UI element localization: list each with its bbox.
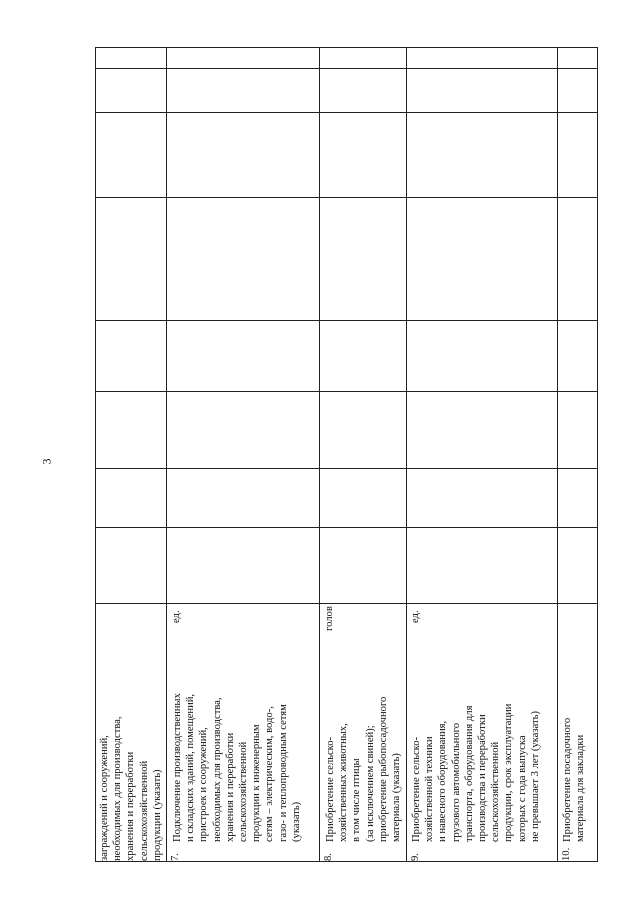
row-name: Приобретение посадочного материала для закладки [562, 717, 587, 842]
row-divider [406, 48, 407, 861]
column-divider [96, 68, 597, 69]
row-number: 9. [410, 853, 421, 861]
row-unit: ед. [171, 610, 182, 623]
row-name: Приобретение сельско- хозяйственных животных, в том числе птицы (за исключением свиней); приобретение рыбопосадочного материала (указать) [325, 696, 403, 842]
row-name: Приобретение сельско- хозяйственной техники и навесного оборудования, грузового автомобильного транспорта, оборудования для производства и переработки сельскохозяйственной продукции, срок эксплуатации которых с года выпуска не превышает 3 лет (указать) [411, 703, 541, 842]
row-name: заграждений и сооружений, необходимых для производства, хранения и переработки сельскохозяйственной продукции (указать) [99, 716, 163, 861]
row-name: Подключение производственных и складских зданий, помещений, пристроек и сооружений, необходимых для производства, хранения и переработки сельскохозяйственной продукции к инженерным сетям – электрическим, водо-, газо- и теплопроводным сетям (указать) [172, 693, 302, 842]
row-number: 7. [170, 853, 181, 861]
column-divider [96, 603, 597, 604]
row-unit: ед. [410, 610, 421, 623]
row-number: 10. [561, 847, 572, 861]
page-number: 3 [39, 458, 54, 465]
column-divider [96, 468, 597, 469]
column-divider [96, 197, 597, 198]
form-table [95, 47, 598, 862]
row-divider [557, 48, 558, 861]
column-divider [96, 320, 597, 321]
column-divider [96, 112, 597, 113]
row-divider [319, 48, 320, 861]
row-number: 8. [323, 853, 334, 861]
column-divider [96, 391, 597, 392]
column-divider [96, 527, 597, 528]
row-unit: голов [324, 606, 335, 631]
row-divider [166, 48, 167, 861]
